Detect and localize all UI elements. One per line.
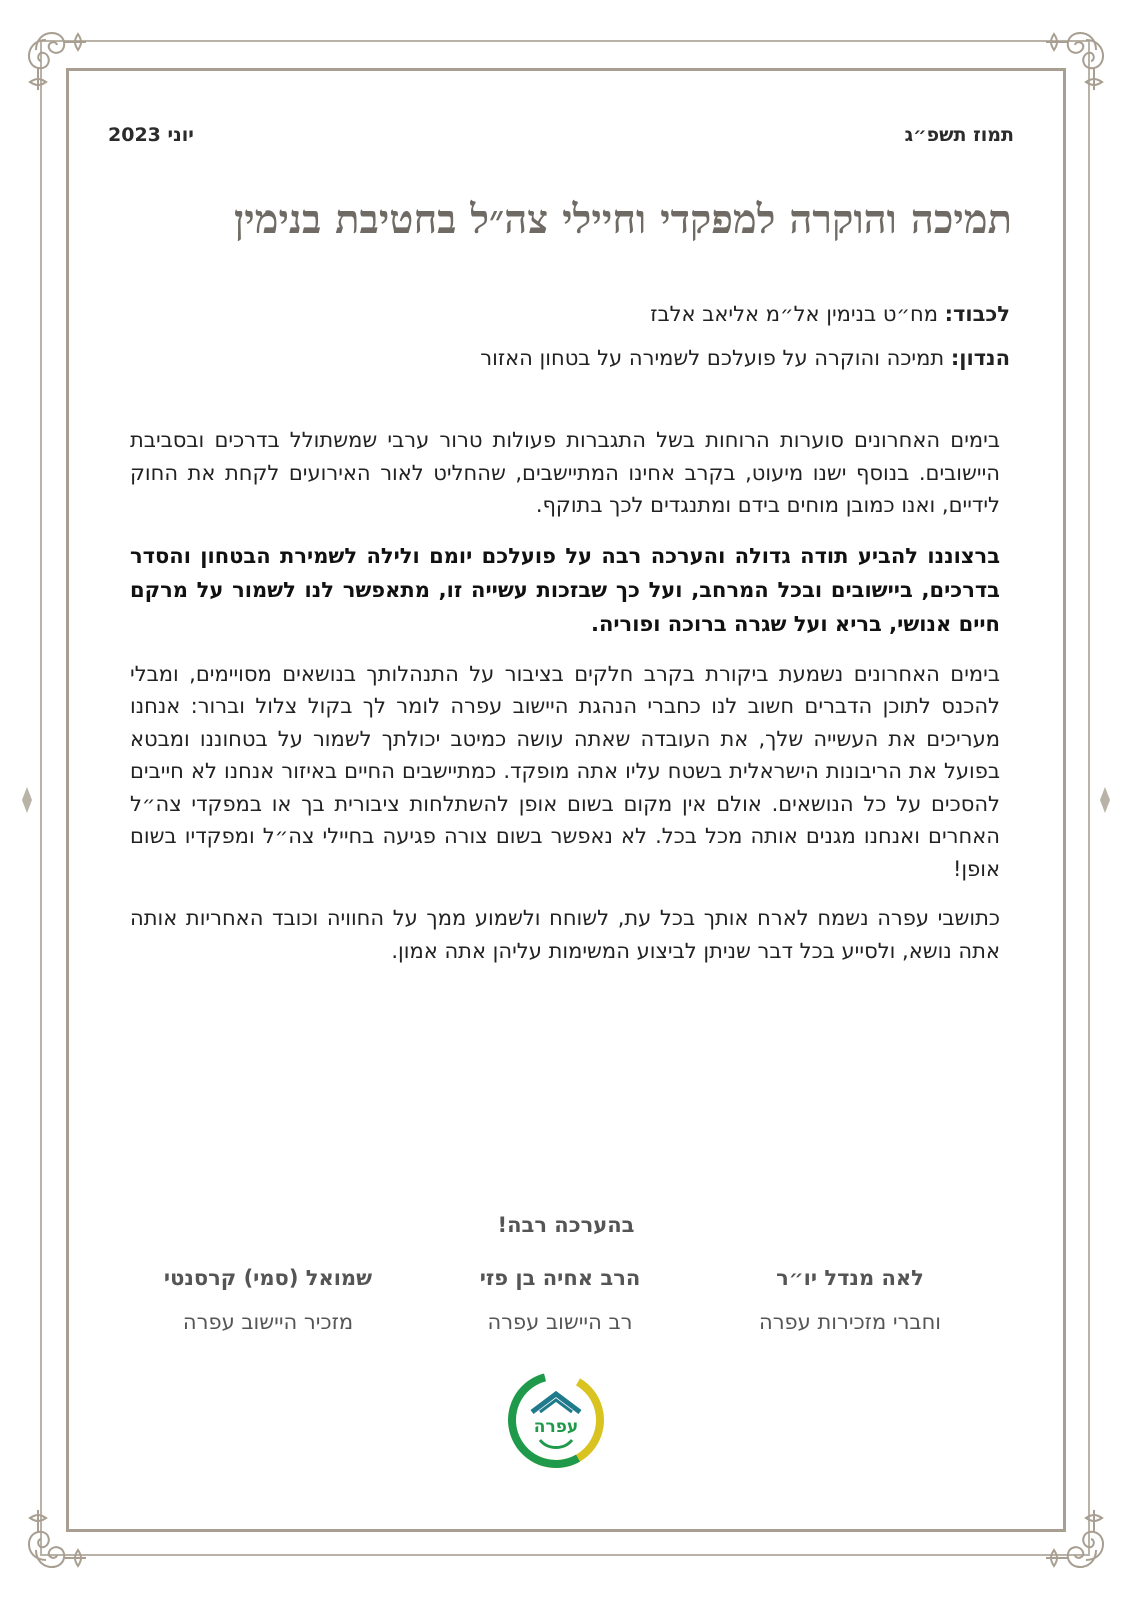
letter-title: תמיכה והוקרה למפקדי וחיילי צה״ל בחטיבת בנימין [234, 196, 1012, 243]
signatory-name: שמואל (סמי) קרסנטי [163, 1266, 373, 1290]
signature-block [410, 1266, 710, 1334]
gregorian-date: יוני 2023 [108, 124, 194, 146]
addressee-label: לכבוד: [944, 302, 1010, 326]
signatory-role: רב היישוב עפרה [487, 1310, 633, 1334]
signatory-name: הרב אחיה בן פזי [479, 1266, 641, 1290]
logo-text: עפרה [533, 1417, 579, 1437]
signature-block [118, 1266, 418, 1334]
hebrew-date: תמוז תשפ״ג [904, 124, 1014, 146]
addressee-line [650, 302, 1010, 326]
subject-label: הנדון: [950, 346, 1010, 370]
addressee-value: מח״ט בנימין אל״מ אליאב אלבז [650, 302, 938, 326]
subject-value: תמיכה והוקרה על פועלכם לשמירה על בטחון האזור [480, 346, 945, 370]
signatory-name: לאה מנדל יו״ר [776, 1266, 924, 1290]
subject-line [480, 346, 1010, 370]
ornament-corner-icon [1026, 1490, 1116, 1580]
side-ornament-icon [1100, 787, 1110, 813]
ornament-corner-icon [16, 1490, 106, 1580]
body-paragraph: בימים האחרונים סוערות הרוחות בשל התגברות פעולות טרור ערבי שמשתולל בדרכים ובסביבת היישובים. בנוסף ישנו מיעוט, בקרב אחינו המתיישבים, שהחליט לאור האירועים לקחת את החוק לידיים, ואנו כמובן מוחים בידם ומתנגדים לכך בתוקף. [130, 428, 1000, 517]
body-paragraph: כתושבי עפרה נשמח לארח אותך בכל עת, לשוחח ולשמוע ממך על החוויה וכובד האחריות אותה אתה נושא, ולסייע בכל דבר שניתן לביצוע המשימות עליהן אתה אמון. [130, 906, 1000, 963]
body-paragraph-bold: ברצוננו להביע תודה גדולה והערכה רבה על פועלכם יומם ולילה לשמירת הבטחון והסדר בדרכים, ביישובים ובכל המרחב, ועל כך שבזכות עשייה זו, מתאפשר לנו לשמור על מרקם חיים אנושי, בריא ועל שגרה ברוכה ופוריה. [130, 543, 1000, 636]
letter-body [130, 424, 1000, 984]
side-ornament-icon [22, 787, 32, 813]
signatory-role: וחברי מזכירות עפרה [758, 1310, 942, 1334]
signature-block [700, 1266, 1000, 1334]
closing-line: בהערכה רבה! [497, 1213, 635, 1237]
ornament-corner-icon [16, 20, 106, 110]
ofra-logo-icon [506, 1370, 606, 1470]
signatory-role: מזכיר היישוב עפרה [182, 1310, 354, 1334]
ornament-corner-icon [1026, 20, 1116, 110]
body-paragraph: בימים האחרונים נשמעת ביקורת בקרב חלקים בציבור על התנהלותך בנושאים מסויימים, ומבלי להכנס לתוכן הדברים חשוב לנו כחברי הנהגת היישוב עפרה לומר לך בקול צלול וברור: אנחנו מעריכים את העשייה שלך, את העובדה שאתה עושה כמיטב יכולתך לשמור על בטחוננו ומבטא בפועל את הריבונות הישראלית בשטח עליו אתה מופקד. כמתיישבים החיים באיזור אנחנו לא חייבים להסכים על כל הנושאים. אולם אין מקום בשום אופן להשתלחות ציבורית בך או במפקדי צה״ל האחרים ואנחנו מגנים אותה מכל בכל. לא נאפשר בשום צורה פגיעה בחיילי צה״ל ומפקדיו בשום אופן! [130, 661, 1000, 881]
